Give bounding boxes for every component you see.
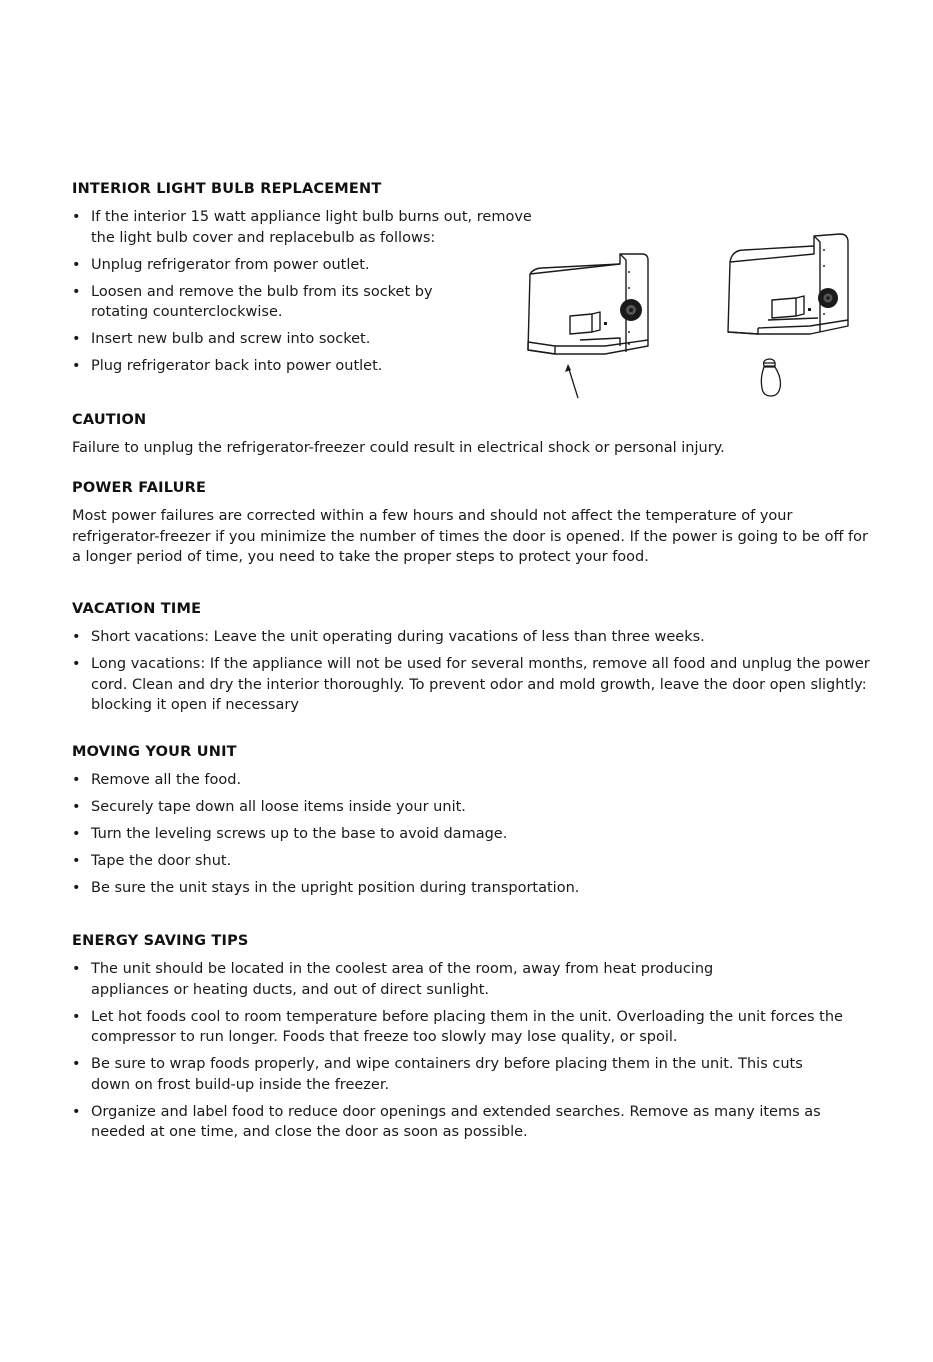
moving-heading: MOVING YOUR UNIT [72, 744, 237, 760]
list-item: • Unplug refrigerator from power outlet. [72, 255, 542, 276]
list-item: • Organize and label food to reduce door openings and extended searches. Remove as many items as needed at one time, and close the door as soon as possible. [72, 1102, 847, 1143]
list-item: • The unit should be located in the coolest area of the room, away from heat producing appliances or heating ducts, and out of direct sunlight. [72, 959, 791, 1000]
caution-heading: CAUTION [72, 412, 147, 428]
energy-heading: ENERGY SAVING TIPS [72, 933, 249, 949]
light-housing-with-cover-illustration [520, 248, 660, 403]
light-bulb-heading: INTERIOR LIGHT BULB REPLACEMENT [72, 181, 382, 197]
pointer-arrow-icon [568, 366, 578, 398]
light-bulb-icon [761, 359, 780, 396]
list-item: • Be sure to wrap foods properly, and wipe containers dry before placing them in the unit. This cuts down on frost build-up inside the freezer. [72, 1054, 836, 1095]
list-item: • Short vacations: Leave the unit operating during vacations of less than three weeks. [72, 627, 872, 648]
light-housing-bulb-removed-illustration [722, 228, 854, 400]
list-item: • Loosen and remove the bulb from its socket by rotating counterclockwise. [72, 282, 451, 323]
moving-list [72, 770, 872, 899]
list-item: • Remove all the food. [72, 770, 872, 791]
power-failure-text: Most power failures are corrected within a few hours and should not affect the temperature of your refrigerator-freezer if you minimize the number of times the door is opened. If the power is going to be off for a longer period of time, you need to take the proper steps to protect your food. [72, 508, 868, 565]
list-item: • Insert new bulb and screw into socket. [72, 329, 542, 350]
list-item: • If the interior 15 watt appliance light bulb burns out, remove the light bulb cover and replacebulb as follows: [72, 207, 542, 248]
list-item: • Let hot foods cool to room temperature before placing them in the unit. Overloading the unit forces the compressor to run longer. Foods that freeze too slowly may lose quality, or spoil. [72, 1007, 847, 1048]
vacation-heading: VACATION TIME [72, 601, 202, 617]
light-bulb-steps [72, 207, 542, 377]
list-item: • Securely tape down all loose items inside your unit. [72, 797, 872, 818]
list-item: • Tape the door shut. [72, 851, 872, 872]
list-item: • Long vacations: If the appliance will not be used for several months, remove all food and unplug the power cord. Clean and dry the interior thoroughly. To prevent odor and mold growth, leave the door open slightly: blocking it open if necessary [72, 654, 872, 716]
list-item: • Plug refrigerator back into power outlet. [72, 356, 542, 377]
power-failure-heading: POWER FAILURE [72, 480, 207, 496]
list-item: • Turn the leveling screws up to the base to avoid damage. [72, 824, 872, 845]
energy-list [72, 959, 847, 1143]
list-item: • Be sure the unit stays in the upright position during transportation. [72, 878, 872, 899]
vacation-list [72, 627, 872, 716]
caution-text: Failure to unplug the refrigerator-freezer could result in electrical shock or personal injury. [72, 440, 725, 456]
